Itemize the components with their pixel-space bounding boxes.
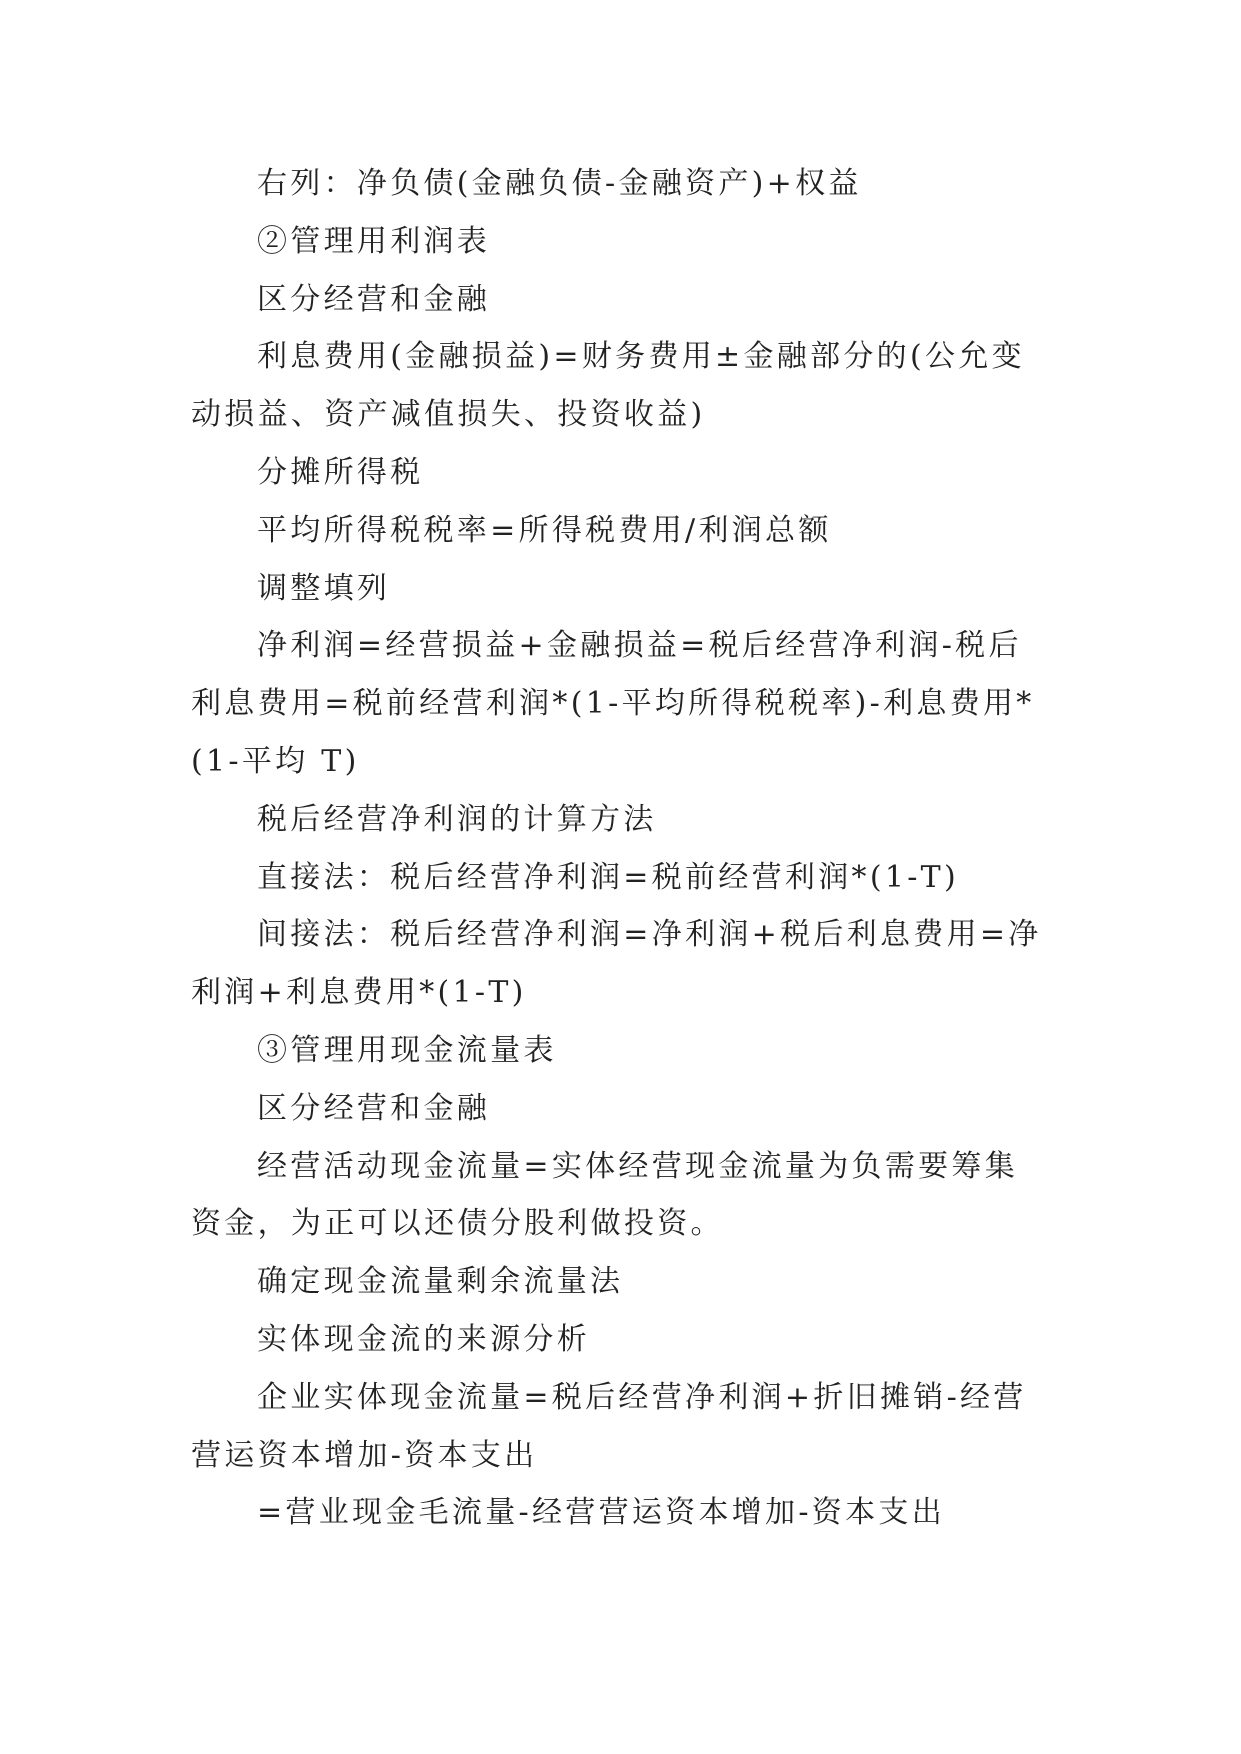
heading-management-income-statement: ②管理用利润表	[257, 223, 491, 259]
paragraph-net-profit-formula: 净利润=经营损益+金融损益=税后经营净利润-税后利息费用=税前经营利润*(1-平均所得税税率)-利息费用*(1-平均 T)	[191, 628, 1035, 779]
paragraph-right-column: 右列：净负债(金融负债-金融资产)+权益	[257, 166, 862, 201]
paragraph-indirect-method: 间接法：税后经营净利润=净利润+税后利息费用=净利润+利息费用*(1-T)	[191, 917, 1042, 1011]
paragraph-allocate-income-tax: 分摊所得税	[257, 454, 424, 490]
paragraph-distinguish-operating-financial-2: 区分经营和金融	[257, 1090, 491, 1126]
document-body	[191, 155, 1051, 1542]
paragraph-adjust-fill: 调整填列	[257, 570, 391, 606]
paragraph-residual-flow-method: 确定现金流量剩余流量法	[257, 1264, 624, 1300]
paragraph-operating-cash-flow: 经营活动现金流量=实体经营现金流量为负需要筹集资金，为正可以还债分股利做投资。	[191, 1148, 1019, 1242]
paragraph-average-tax-rate: 平均所得税税率=所得税费用/利润总额	[257, 512, 832, 548]
paragraph-interest-expense: 利息费用(金融损益)=财务费用±金融部分的(公允变动损益、资产减值损失、投资收益)	[191, 339, 1025, 433]
paragraph-entity-cash-flow-source: 实体现金流的来源分析	[257, 1321, 590, 1357]
paragraph-gross-operating-cash-flow: =营业现金毛流量-经营营运资本增加-资本支出	[257, 1495, 946, 1531]
paragraph-entity-cash-flow-formula: 企业实体现金流量=税后经营净利润+折旧摊销-经营营运资本增加-资本支出	[191, 1379, 1027, 1473]
paragraph-direct-method: 直接法：税后经营净利润=税前经营利润*(1-T)	[257, 859, 959, 895]
paragraph-after-tax-operating-profit-methods: 税后经营净利润的计算方法	[257, 801, 657, 837]
heading-management-cash-flow-statement: ③管理用现金流量表	[257, 1032, 557, 1068]
paragraph-distinguish-operating-financial: 区分经营和金融	[257, 281, 491, 317]
